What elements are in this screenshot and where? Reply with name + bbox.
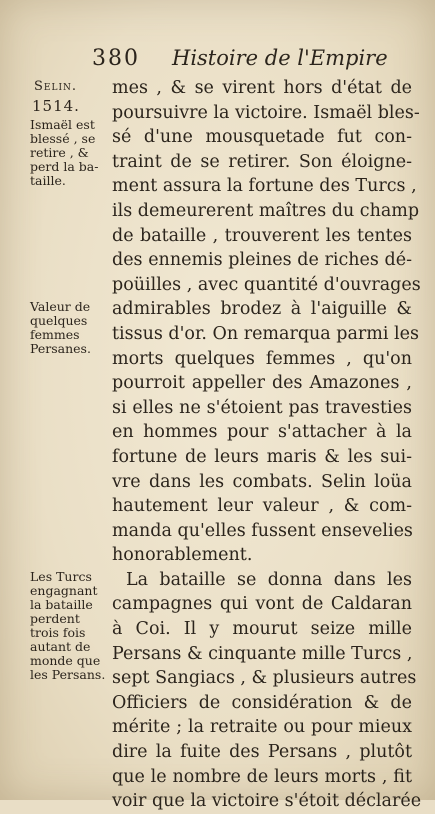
text-line: des ennemis pleines de riches dé- <box>112 250 412 271</box>
text-line: manda qu'elles fussent ensevelies <box>112 520 413 541</box>
text-line: mérite ; la retraite ou pour mieux <box>112 717 412 738</box>
text-line: tissus d'or. On remarqua parmi les <box>112 323 419 344</box>
margin-year: 1514. <box>32 97 80 115</box>
text-line: admirables brodez à l'aiguille & <box>112 299 412 320</box>
text-line: hautement leur valeur , & com- <box>112 496 412 517</box>
text-line: campagnes qui vont de Caldaran <box>112 594 412 615</box>
text-line: ils demeurerent maîtres du champ <box>112 200 420 221</box>
margin-note-ismael-wounded: Ismaël est blessé , se retire , & perd la ba- taille. <box>30 117 99 188</box>
text-line: morts quelques femmes , qu'on <box>112 348 412 369</box>
running-title: Histoire de l'Empire <box>172 46 388 70</box>
text-line: si elles ne s'étoient pas travesties <box>112 397 412 418</box>
text-line: en hommes pour s'attacher à la <box>112 422 412 443</box>
text-line: traint de se retirer. Son éloigne- <box>112 151 412 172</box>
text-line: à Coi. Il y mourut seize mille <box>112 619 412 640</box>
text-line: dire la fuite des Persans , plutôt <box>112 742 412 763</box>
text-line: voir que la victoire s'étoit déclarée <box>112 791 422 812</box>
text-line: Officiers de considération & de <box>112 692 412 713</box>
text-line: de bataille , trouverent les tentes <box>112 225 412 246</box>
text-line: Persans & cinquante mille Turcs , <box>112 643 413 664</box>
text-line: fortune de leurs maris & les sui- <box>112 446 412 467</box>
text-line: poüilles , avec quantité d'ouvrages <box>112 274 421 295</box>
text-line: sept Sangiacs , & plusieurs autres <box>112 668 417 689</box>
text-line: sé d'une mousquetade fut con- <box>112 127 412 148</box>
body-text <box>112 76 422 814</box>
margin-running-name: Selin. <box>34 79 78 94</box>
margin-note-turkish-losses: Les Turcs engagnant la bataille perdent trois fois autant de monde que les Persans. <box>30 569 106 682</box>
margin-note-persian-women: Valeur de quelques femmes Persanes. <box>30 299 91 356</box>
text-line: ment assura la fortune des Turcs , <box>112 176 417 197</box>
text-line: vre dans les combats. Selin loüa <box>112 471 412 492</box>
text-line: pourroit appeller des Amazones , <box>112 373 412 394</box>
margin-notes <box>0 0 110 800</box>
page-number: 380 <box>92 46 140 71</box>
text-line: mes , & se virent hors d'état de <box>112 78 412 98</box>
text-line: poursuivre la victoire. Ismaël bles- <box>112 102 420 123</box>
text-line: honorablement. <box>112 545 253 566</box>
text-line: La bataille se donna dans les <box>126 569 412 590</box>
text-line: que le nombre de leurs morts , fit <box>112 766 412 787</box>
